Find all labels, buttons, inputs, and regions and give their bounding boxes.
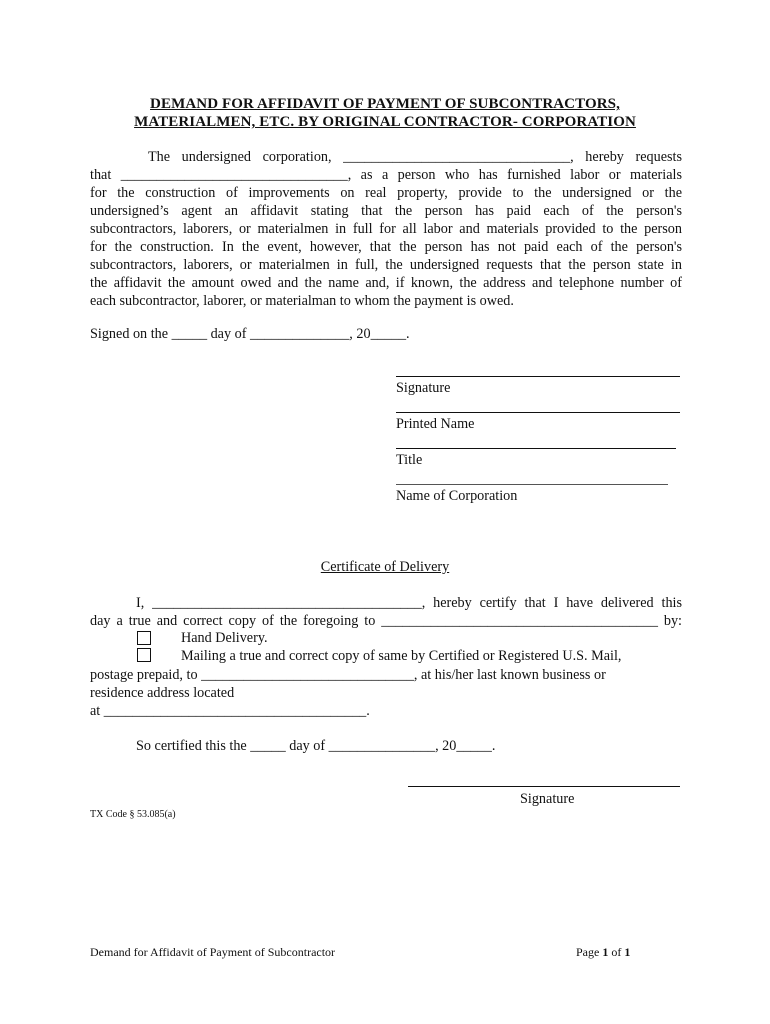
postage-paragraph [90,666,682,720]
postage-line: postage prepaid, to ______________________________, at his/her last known business or [90,667,606,683]
signed-on-line[interactable]: Signed on the _____ day of ______________, 20_____. [90,326,410,342]
page-total: 1 [624,945,631,959]
title-label: Title [396,452,423,468]
request-line: for the construction. In the event, however, that the person has not paid each of the person's [90,239,682,255]
footer-title: Demand for Affidavit of Payment of Subcontractor [90,945,336,959]
code-reference: TX Code § 53.085(a) [90,809,176,820]
request-paragraph [90,148,682,310]
hand-delivery-label: Hand Delivery. [181,630,268,646]
request-line: subcontractors, laborers, or materialmen in full for all labor and materials provided to the person [90,221,682,237]
document-title-line-2: MATERIALMEN, ETC. BY ORIGINAL CONTRACTOR- CORPORATION [134,114,636,130]
signature-label: Signature [396,380,451,396]
signature-line[interactable] [396,376,680,377]
mail-delivery-checkbox[interactable] [137,648,151,662]
printed-name-line[interactable] [396,412,680,413]
corporation-name-line[interactable] [396,484,668,485]
certificate-paragraph [90,594,682,630]
title-line[interactable] [396,448,676,449]
certificate-signature-label: Signature [520,791,575,807]
printed-name-label: Printed Name [396,416,475,432]
address-line: at _____________________________________. [90,703,370,719]
request-line: undersigned’s agent an affidavit stating that the person has paid each of the person's [90,203,682,219]
page-indicator [576,945,630,960]
page-number: 1 [602,945,609,959]
request-line: that ________________________________, as a person who has furnished labor or materials [90,167,682,183]
request-line: each subcontractor, laborer, or materialman to whom the payment is owed. [90,293,514,309]
so-certified-line[interactable]: So certified this the _____ day of _______________, 20_____. [136,738,496,754]
hand-delivery-checkbox[interactable] [137,631,151,645]
document-title-line-1: DEMAND FOR AFFIDAVIT OF PAYMENT OF SUBCONTRACTORS, [150,96,620,112]
request-line: subcontractors, laborers, or materialmen in full, the undersigned requests that the person state in [90,257,682,273]
page-word: Page [576,945,600,959]
certificate-heading: Certificate of Delivery [320,559,450,575]
certificate-line: I, ______________________________________, hereby certify that I have delivered this [136,595,682,611]
mail-delivery-label: Mailing a true and correct copy of same by Certified or Registered U.S. Mail, [181,648,622,664]
request-line: the affidavit the amount owed and the name and, if known, the address and telephone number of [90,275,682,291]
request-line: The undersigned corporation, ________________________________, hereby requests [148,149,682,165]
certificate-signature-line[interactable] [408,786,680,787]
corporation-name-label: Name of Corporation [396,488,518,504]
certificate-line: day a true and correct copy of the foregoing to _______________________________________ by: [90,613,682,629]
of-word: of [611,945,622,959]
residence-line: residence address located [90,685,235,701]
request-line: for the construction of improvements on real property, provide to the undersigned or the [90,185,682,201]
